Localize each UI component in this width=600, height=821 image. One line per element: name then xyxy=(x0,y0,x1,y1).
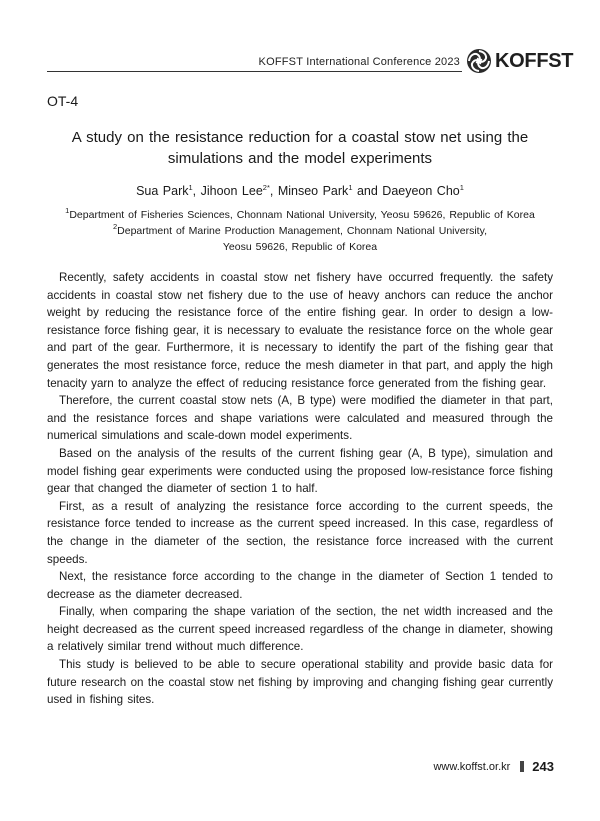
abstract-paragraph: Recently, safety accidents in coastal stow net fishery have occurred frequently. the safety accidents in coastal stow net fishery due to the use of heavy anchors can reduce the anchor weight by reducing the resistance force of the entire fishing gear. In order to design a low-resistance force fishing gear, it is necessary to evaluate the resistance force on the whole gear and part of the gear. Furthermore, it is necessary to identify the part of the fishing gear that generates the most resistance force, reduce the mesh diameter in that part, and apply the high tenacity yarn to analyze the effect of reducing resistance force generated from the fishing gear. xyxy=(47,271,553,390)
author-separator: and xyxy=(352,184,383,198)
abstract-paragraph: Therefore, the current coastal stow nets (A, B type) were modified the diameter in that part, and the resistance forces and shape variations were calculated and measured through the numerical simulations and scale-down model experiments. xyxy=(47,394,553,443)
paper-code: OT-4 xyxy=(47,93,79,109)
affiliation-text: Department of Fisheries Sciences, Chonnam National University, Yeosu 59626, Republic of Korea xyxy=(69,209,535,221)
author-separator: , xyxy=(192,184,201,198)
author-name: Jihoon Lee xyxy=(200,184,263,198)
affiliations xyxy=(47,207,553,255)
header-divider xyxy=(47,71,462,72)
author-sup: 2* xyxy=(262,183,270,192)
paper-title xyxy=(47,127,553,169)
abstract-paragraph: First, as a result of analyzing the resistance force according to the current speeds, the resistance force tended to increase as the current speed increased. In this case, regardless of the change in the diameter of the section, the resistance force increased with the current speeds. xyxy=(47,499,553,566)
abstract-paragraph: Next, the resistance force according to the change in the diameter of Section 1 tended to decrease as the diameter decreased. xyxy=(47,570,553,601)
author-sup: 1 xyxy=(459,183,464,192)
affiliation-sup: 1 xyxy=(65,206,70,215)
affiliation-sup: 2 xyxy=(113,222,118,231)
conference-header: KOFFST International Conference 2023 xyxy=(258,56,460,68)
affiliation-2 xyxy=(47,223,553,239)
title-line: simulations and the model experiments xyxy=(167,150,433,167)
author-sup: 1 xyxy=(348,183,353,192)
affiliation-1 xyxy=(47,207,553,223)
page-footer xyxy=(433,759,554,774)
abstract-paragraph: This study is believed to be able to secure operational stability and provide basic data for future research on the coastal stow net fishing by improving and changing fishing gear currently used in fishing sites. xyxy=(47,658,553,707)
affiliation-text: Department of Marine Production Management, Chonnam National University, xyxy=(117,225,487,237)
author-name: Sua Park xyxy=(136,184,189,198)
author-list xyxy=(47,184,553,198)
koffst-logo xyxy=(466,48,573,74)
abstract-paragraph: Finally, when comparing the shape variation of the section, the net width increased and the height decreased as the current speed increased regardless of the change in diameter, showing a relatively similar trend without much difference. xyxy=(47,605,553,654)
spiral-logo-icon xyxy=(466,48,492,74)
title-line: A study on the resistance reduction for a coastal stow net using the xyxy=(71,129,529,146)
footer-url: www.koffst.or.kr xyxy=(433,760,511,773)
abstract-paragraph: Based on the analysis of the results of the current fishing gear (A, B type), simulation and model fishing gear experiments were conducted using the proposed low-resistance force fishing gear that changed the diameter of section 1 to half. xyxy=(47,446,553,496)
affiliation-2-cont: Yeosu 59626, Republic of Korea xyxy=(222,241,378,253)
author-name: Minseo Park xyxy=(277,184,349,198)
author-sup: 1 xyxy=(188,183,193,192)
footer-separator xyxy=(520,761,524,772)
author-separator: , xyxy=(269,184,278,198)
page-number: 243 xyxy=(532,759,554,774)
abstract-body xyxy=(47,269,553,709)
logo-text: KOFFST xyxy=(495,49,574,72)
author-name: Daeyeon Cho xyxy=(382,184,460,198)
